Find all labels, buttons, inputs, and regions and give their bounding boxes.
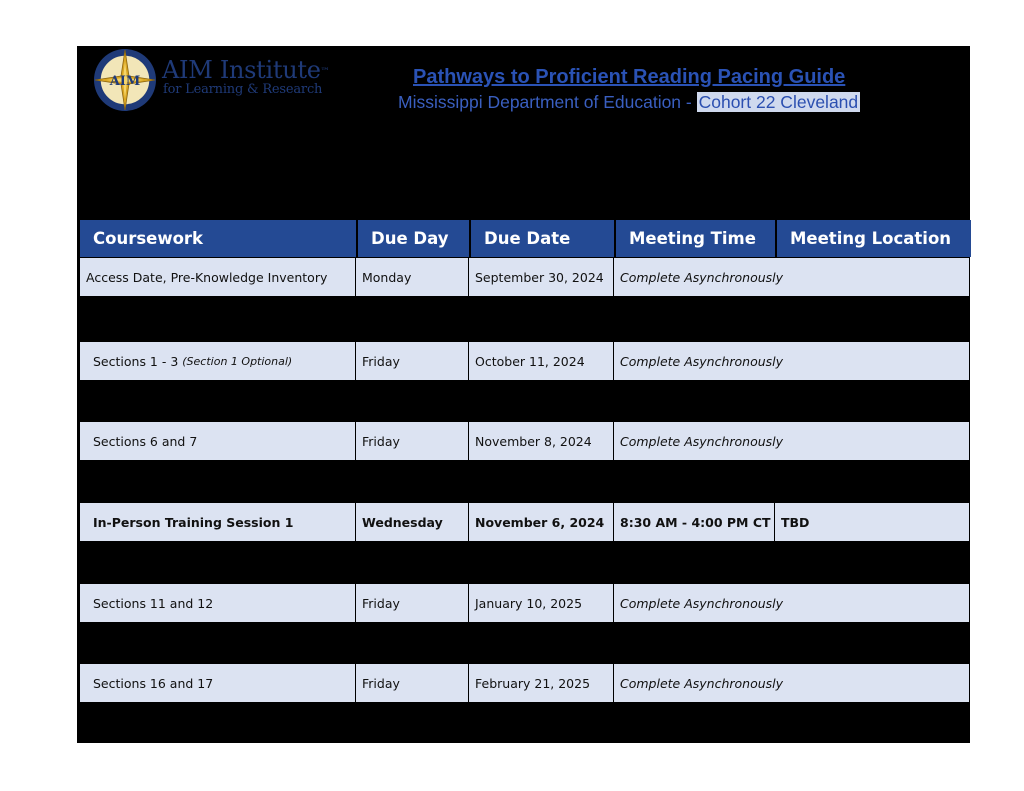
aim-institute-logo [92,47,352,111]
due-date-cell: October 11, 2024 [469,342,614,380]
table-row [80,584,969,622]
subtitle-highlight: Cohort 22 Cleveland [698,92,859,112]
table-row [80,422,969,460]
column-header-meeting-time: Meeting Time [616,220,775,257]
coursework-cell: Sections 6 and 7 [80,422,356,460]
logo-trademark: ™ [320,67,330,77]
coursework-cell [80,342,356,380]
compass-seal-icon [92,47,158,113]
due-date-cell: November 8, 2024 [469,422,614,460]
due-day-cell: Friday [356,422,469,460]
pacing-guide-sheet [77,46,970,743]
coursework-cell: In-Person Training Session 1 [80,503,356,541]
logo-name: AIM Institute [162,56,321,84]
page-subtitle [398,91,860,113]
meeting-time-cell: Complete Asynchronously [614,664,969,702]
meeting-time-cell: 8:30 AM - 4:00 PM CT [614,503,775,541]
table-row [80,342,969,380]
due-day-cell: Wednesday [356,503,469,541]
table-row [80,258,969,296]
subtitle-prefix: Mississippi Department of Education - [398,92,697,112]
coursework-cell: Access Date, Pre-Knowledge Inventory [80,258,356,296]
meeting-time-cell: Complete Asynchronously [614,258,969,296]
seal-text: AIM [109,74,141,89]
table-row [80,664,969,702]
due-date-cell: February 21, 2025 [469,664,614,702]
coursework-note: (Section 1 Optional) [182,354,293,368]
coursework-cell: Sections 11 and 12 [80,584,356,622]
due-day-cell: Friday [356,342,469,380]
coursework-text: Sections 1 - 3 [93,353,183,369]
logo-name-wrap [162,57,329,83]
due-day-cell: Monday [356,258,469,296]
due-date-cell: September 30, 2024 [469,258,614,296]
meeting-time-cell: Complete Asynchronously [614,342,969,380]
column-header-due-date: Due Date [471,220,614,257]
meeting-location-cell: TBD [775,503,969,541]
coursework-cell: Sections 16 and 17 [80,664,356,702]
column-header-due-day: Due Day [358,220,469,257]
table-header-row [80,220,971,258]
due-date-cell: November 6, 2024 [469,503,614,541]
due-day-cell: Friday [356,584,469,622]
due-day-cell: Friday [356,664,469,702]
column-header-coursework: Coursework [80,220,356,257]
logo-tagline: for Learning & Research [163,82,323,97]
due-date-cell: January 10, 2025 [469,584,614,622]
page-title: Pathways to Proficient Reading Pacing Guide [413,66,846,88]
column-header-meeting-location: Meeting Location [777,220,971,257]
meeting-time-cell: Complete Asynchronously [614,584,969,622]
meeting-time-cell: Complete Asynchronously [614,422,969,460]
table-row [80,503,969,541]
